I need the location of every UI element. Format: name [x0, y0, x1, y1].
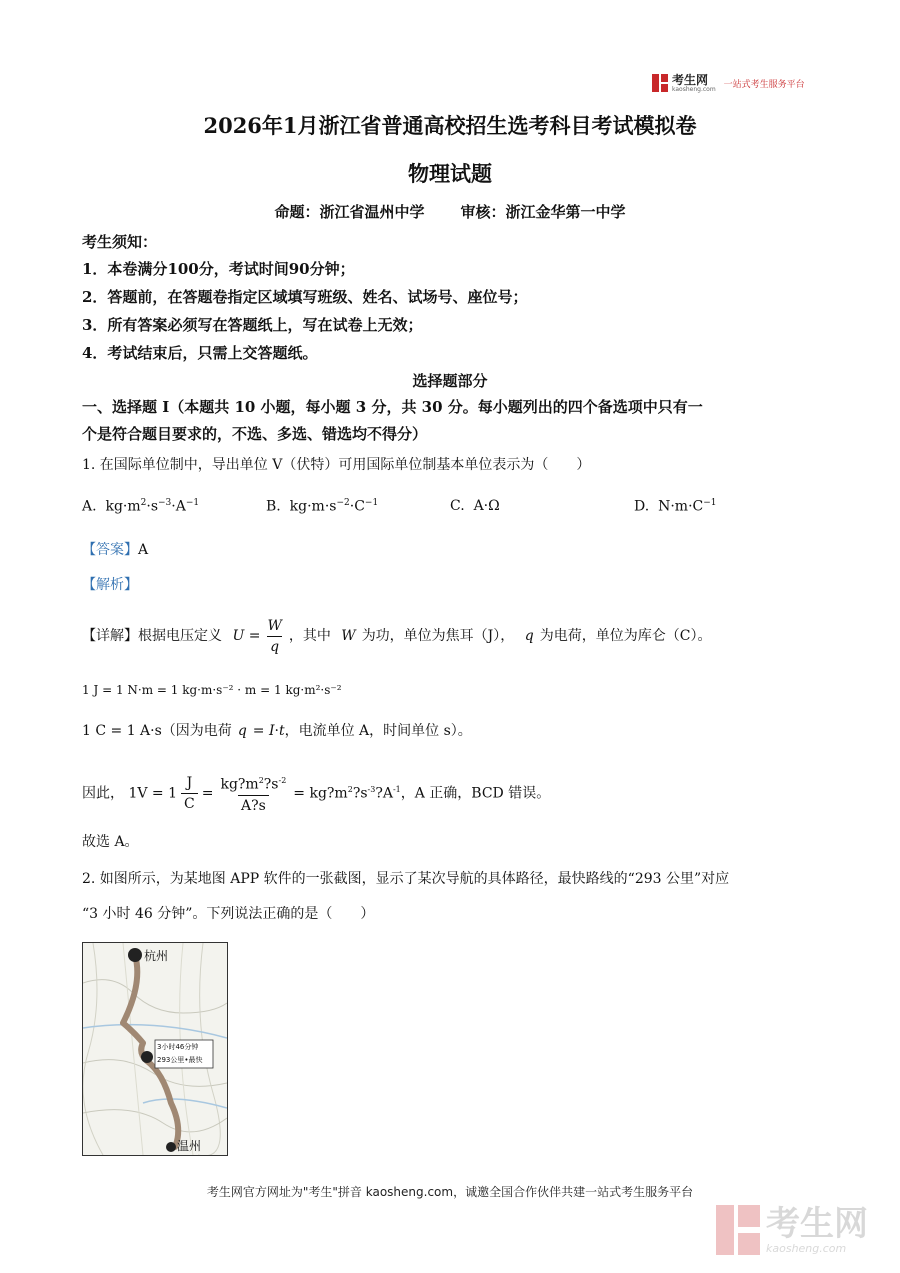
watermark	[716, 1205, 868, 1255]
route-map	[83, 943, 227, 1155]
author: 命题：浙江省温州中学	[274, 203, 425, 221]
notice-item: 1．本卷满分100分，考试时间90分钟；	[82, 260, 355, 278]
watermark-name: 考生网	[766, 1203, 868, 1244]
mid-marker	[141, 1051, 153, 1063]
q1-joule-line: 1 J = 1 N·m = 1 kg·m·s⁻² · m = 1 kg·m²·s⁻²	[82, 683, 342, 697]
map-route-time: 3小时46分钟	[157, 1043, 199, 1051]
q1-derivation: 因此， 1V = 1 $\frac{J}{C}$ = $\frac{kg?m^2?s^{-2}}{A?s}$ = $kg?m^2?s^{-3}?A^{-1}$，A 正确，BCD 错误。	[82, 775, 551, 814]
map-start-label: 杭州	[144, 949, 169, 963]
authors-line	[0, 201, 900, 222]
notice-heading: 考生须知：	[82, 233, 158, 251]
notice-item: 4．考试结束后，只需上交答题纸。	[82, 344, 318, 362]
notice-item: 3．所有答案必须写在答题纸上，写在试卷上无效；	[82, 316, 423, 334]
map-route-info: 293公里•最快	[157, 1056, 203, 1064]
brand-name: 考生网	[672, 72, 709, 87]
q1-coulomb-line: 1 C = 1 A·s（因为电荷 q = I·t，电流单位 A，时间单位 s）。	[82, 723, 472, 739]
section-title: 选择题部分	[412, 372, 488, 390]
brand-logo	[652, 72, 805, 94]
route-map-figure	[82, 942, 228, 1156]
q2-stem-line-1: 2. 如图所示，为某地图 APP 软件的一张截图，显示了某次导航的具体路径，最快路线的“293 公里”对应	[82, 871, 730, 887]
page-footer: 考生网官方网址为"考生"拼音 kaosheng.com，诚邀全国合作伙伴共建一站式考生服务平台	[206, 1185, 694, 1199]
q1-option-a: A. $kg\cdot m^2\cdot s^{-3}\cdot A^{-1}$	[82, 498, 200, 515]
q1-option-b: B. $kg\cdot m\cdot s^{-2}\cdot C^{-1}$	[266, 498, 379, 515]
subject-title: 物理试题	[408, 161, 492, 186]
answer-tag: 【答案】	[82, 542, 138, 558]
q2-stem-line-2: “3 小时 46 分钟”。下列说法正确的是（ ）	[82, 906, 375, 922]
notice-item: 2．答题前，在答题卷指定区域填写班级、姓名、试场号、座位号；	[82, 288, 528, 306]
q1-option-c: C. A·Ω	[450, 498, 500, 514]
q1-analysis-tag: 【解析】	[82, 577, 138, 593]
start-marker	[128, 948, 142, 962]
map-route-box	[157, 1041, 203, 1067]
answer-value: A	[138, 542, 149, 558]
brand-slogan: 一站式考生服务平台	[723, 79, 805, 90]
watermark-domain: kaosheng.com	[766, 1241, 847, 1255]
q1-stem: 1. 在国际单位制中，导出单位 V（伏特）可用国际单位制基本单位表示为（ ）	[82, 457, 591, 473]
part-line-2: 个是符合题目要求的，不选、多选、错选均不得分）	[82, 425, 428, 443]
part-line-1: 一、选择题 I（本题共 10 小题，每小题 3 分，共 30 分。每小题列出的四个备选项中只有一	[82, 398, 703, 416]
q1-final: 故选 A。	[82, 834, 139, 850]
q1-detail: 【详解】根据电压定义 U = $\frac{W}{q}$ ，其中 W 为功，单位为焦耳（J）， q 为电荷，单位为库仑（C）。	[82, 617, 712, 655]
reviewer: 审核：浙江金华第一中学	[460, 203, 626, 221]
brand-domain: kaosheng.com	[672, 85, 716, 93]
detail-tag: 【详解】	[82, 628, 138, 644]
q1-answer	[82, 539, 148, 559]
q1-option-d: D. $N\cdot m\cdot C^{-1}$	[634, 498, 717, 515]
exam-title: 2026年1月浙江省普通高校招生选考科目考试模拟卷	[203, 113, 697, 138]
part-instructions	[82, 394, 822, 448]
end-marker	[166, 1142, 176, 1152]
watermark-logo-icon	[716, 1205, 760, 1255]
brand-logo-icon	[652, 74, 668, 92]
map-end-label: 温州	[177, 1139, 202, 1153]
